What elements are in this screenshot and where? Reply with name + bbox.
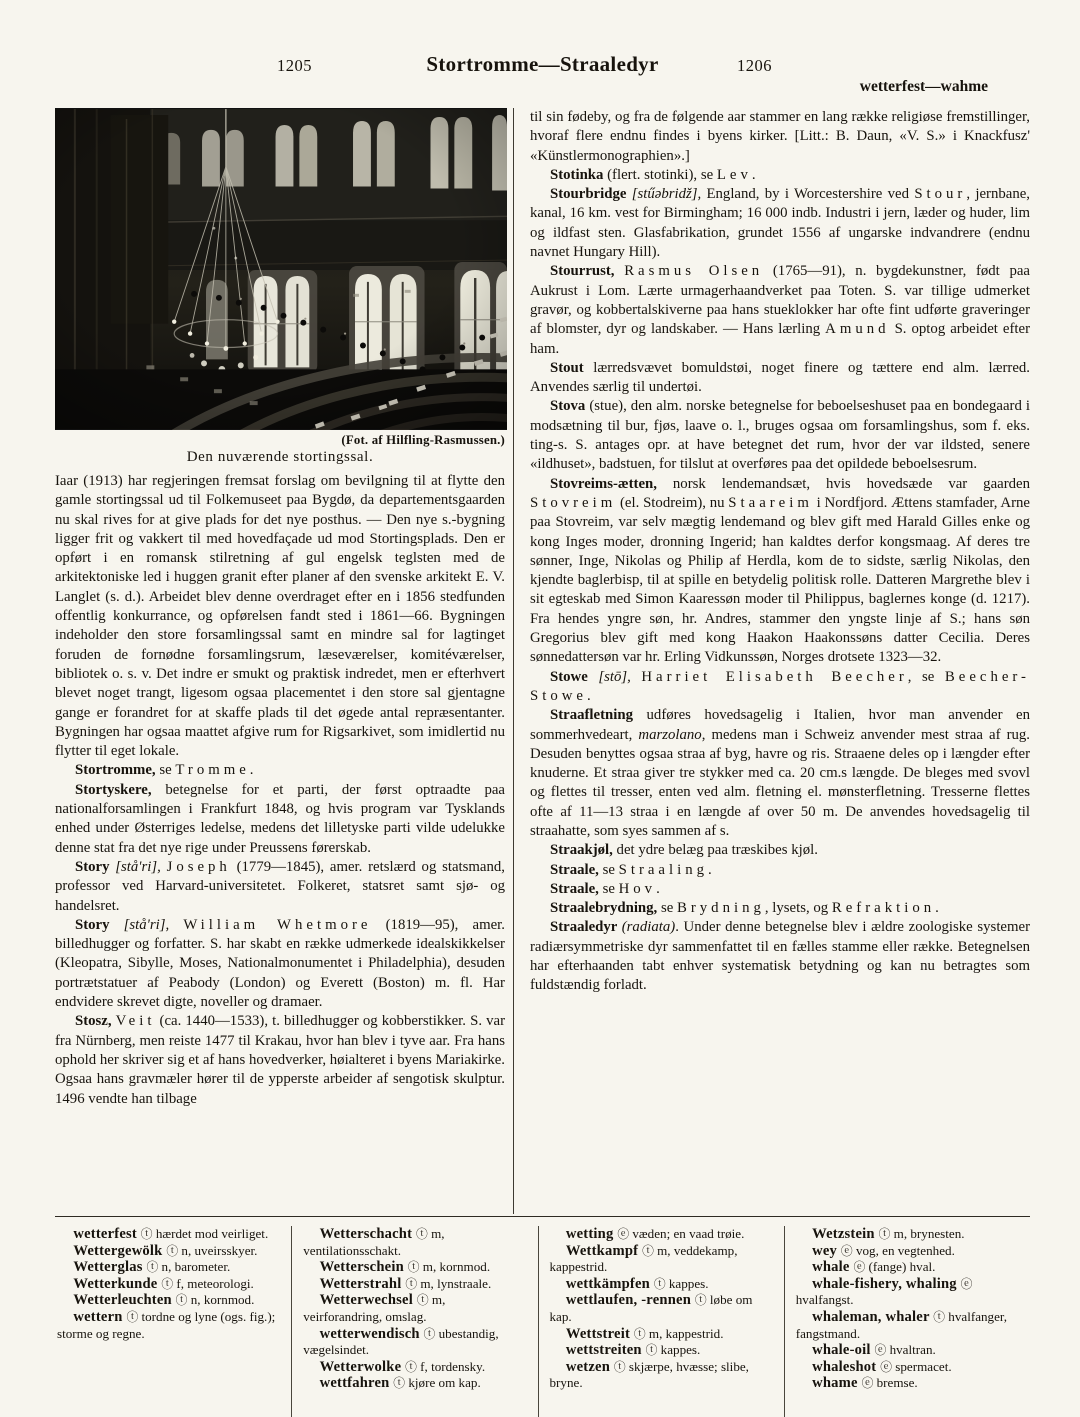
encyclopedia-paragraph: Straafletning udføres hovedsagelig i Italien, hvor man anvender en sommerhvedeart, marzolano, medens man i Schweiz anvender mest straa af rug. Desuden benyttes ogsaa straa af byg, havre og ris. Straaene deles op i længder efter knuderne. Et straa giver tre stykker med ca. 20 cm.s længde. De bleges med svovl og flettes til tresser, enten ved alm. fletning el. mønsterfletning. Tresserne flettes ofte af 11—13 straa i en længde af over 50 m. De anvendes hovedsagelig til straahatte, som syes sammen af s. <box>530 707 1030 839</box>
dict-entry: Wetterwechsel ⓣ m, veirforandring, omslag. <box>303 1292 446 1324</box>
dict-entry: Wetterstrahl ⓣ m, lynstraale. <box>319 1275 492 1292</box>
dict-column-4 <box>784 1226 1030 1417</box>
page-title: Stortromme—Straaledyr <box>426 52 659 76</box>
encyclopedia-paragraph: Stosz, Veit (ca. 1440—1533), t. billedhugger og kobberstikker. S. var fra Nürnberg, men reiste 1477 til Krakau, hvor han blev i tyve aar. Fra hans ophold her skriver sig et af hans hovedverker, høialteret i byens Mariakirke. Ogsaa hans gravmæler hører til de ypperste arbeider af sengotisk skulptur. 1496 vendte han tilbage <box>55 1013 505 1107</box>
left-column-text <box>55 472 505 1109</box>
dict-column-3 <box>538 1226 784 1417</box>
dict-entry: whale-fishery, whaling ⓔ hvalfangst. <box>795 1275 973 1308</box>
page-number-left: 1205 <box>277 56 312 75</box>
dict-entry: whale-oil ⓔ hvaltran. <box>812 1342 936 1359</box>
dictionary-section <box>55 1216 1030 1417</box>
page-number-right: 1206 <box>737 56 772 75</box>
dict-entry: Wetterschein ⓣ m, kornmod. <box>319 1259 491 1276</box>
dict-entry: whale ⓔ (fange) hval. <box>812 1259 936 1276</box>
encyclopedia-paragraph: Stowe [stō], Harriet Elisabeth Beecher, se Beecher-Stowe. <box>530 668 1030 704</box>
dict-entry: wetting ⓔ væden; en vaad trøie. <box>565 1226 745 1242</box>
encyclopedia-paragraph: Stova (stue), den alm. norske betegnelse for beboelseshuset paa en bondegaard i modsætning til bur, fjøs, laave o. l., bruges ogsaa om forsamlingshus, som f. eks. ting-s. S. antages opr. at have betegnet det rum, hvor der var ildsted, senere «ildhuset», badstuen, for tilslut at overføres paa det opildede beboelsesrum. <box>530 398 1030 473</box>
encyclopedia-paragraph: Stout lærredsvævet bomuldstøi, noget finere og tættere end alm. lærred. Anvendes særlig til undertøi. <box>530 359 1030 396</box>
dict-entry: wey ⓔ vog, en vegtenhed. <box>812 1242 955 1259</box>
dict-entry: Wetterleuchten ⓣ n, kornmod. <box>73 1292 255 1309</box>
encyclopedia-paragraph: Straale, se Straaling. <box>549 861 712 878</box>
encyclopedia-paragraph: Stourbridge [stűəbridž], England, by i Worcestershire ved Stour, jernbane, kanal, 16 km. vest for Birmingham; 16 000 indb. Industri i jern, læder og huder, lim og ildfast sten. Glasfabrikation, grundet 1556 af ungarske indvandrere (endnu navnet Hungary Hill). <box>530 186 1030 261</box>
dict-entry: Wetterglas ⓣ n, barometer. <box>73 1259 231 1276</box>
dict-entry: wetterfest ⓣ hærdet mod veirliget. <box>73 1226 269 1242</box>
dict-entry: whame ⓔ bremse. <box>812 1375 918 1392</box>
encyclopedia-paragraph: Stortromme, se Tromme. <box>74 762 254 779</box>
dict-entry: Wettstreit ⓣ m, kappestrid. <box>565 1325 724 1342</box>
right-column <box>513 108 1030 1214</box>
encyclopedia-paragraph: Straalebrydning, se Brydning, lysets, og Refraktion. <box>549 900 939 917</box>
encyclopedia-paragraph: Story [stå'ri], William Whetmore (1819—95), amer. billedhugger og forfatter. S. har skabt en række udmerkede idealskikkelser (Kleopatra, Sibylle, Moses, Nationalmonumentet i Philadelphia), desuden portrætstatuer af Peabody (London) og Everett (Boston) m. fl. Har endvidere skrevet digte, noveller og dramaer. <box>55 916 505 1011</box>
left-column <box>55 108 513 1214</box>
parliament-hall-photo <box>55 108 507 430</box>
photo-caption: Den nuværende stortingssal. <box>186 449 374 465</box>
encyclopedia-paragraph: Straaledyr (radiata). Under denne betegnelse blev i ældre zoologiske systemer radiærsymmetriske dyr sammenfattet til en fælles stamme eller række. Betegnelsen har efterhaanden tabt enhver systematisk betydning og kan nu betragtes som fuldstændig forladt. <box>530 919 1030 994</box>
dict-entry: Wettergewölk ⓣ n, uveirsskyer. <box>73 1242 258 1259</box>
photo-illustration <box>55 108 507 430</box>
dict-column-2 <box>291 1226 537 1417</box>
dict-entry: wettkämpfen ⓣ kappes. <box>565 1275 709 1292</box>
dict-entry: Wetterkunde ⓣ f, meteorologi. <box>73 1275 254 1292</box>
dict-entry: wettfahren ⓣ kjøre om kap. <box>319 1375 481 1392</box>
dict-entry: Wettkampf ⓣ m, veddekamp, kappestrid. <box>549 1242 738 1275</box>
right-column-text <box>530 108 1030 996</box>
dict-entry: wettlaufen, -rennen ⓣ løbe om kap. <box>549 1292 753 1324</box>
dict-entry: Wetzstein ⓣ m, brynesten. <box>812 1226 965 1242</box>
dict-entry: Wetterwolke ⓣ f, tordensky. <box>319 1358 486 1375</box>
dict-entry: whaleshot ⓔ spermacet. <box>812 1358 952 1375</box>
encyclopedia-paragraph: Stotinka (flert. stotinki), se Lev. <box>549 166 756 183</box>
dictionary-range-header: wetterfest—wahme <box>859 78 988 95</box>
main-columns <box>55 108 1030 1214</box>
encyclopedia-paragraph: Straale, se Hov. <box>549 880 660 897</box>
page-header <box>55 50 1030 108</box>
encyclopedia-paragraph: Stourrust, Rasmus Olsen (1765—91), n. bygdekunstner, født paa Aukrust i Lom. Lærte urmagerhaandverket paa Toten. S. var tillige udmerket gravør, og kobbertalskiverne paa hans stueklokker har ofte fint udførte graveringer af blomster, dyr og landskaber. — Hans lærling Amund S. optog arbeidet efter ham. <box>530 263 1030 357</box>
encyclopedia-paragraph: til sin fødeby, og fra de følgende aar stammer en lang række religiøse fremstillinger, hvoraf flere endnu findes i byens kirker. [Litt.: B. Daun, «V. S.» i Knackfusz' «Künstlermonographien».] <box>530 109 1030 164</box>
encyclopedia-paragraph: Stovreims-ætten, norsk lendemandsæt, hvis hovedsæde var gaarden Stovreim (el. Stodreim), nu Staareim i Nordfjord. Ættens stamfader, Arne paa Stovreim, var selv mægtig lendemand og blev gift med Harald Gilles enke og kong Inges moder, dronning Ingerid; han kaldtes derfor kongsmaag. Af deres tre sønner, Inge, Nikolas og Philip af Herdla, kom de to sidste, særlig Nikolas, den kjendte baglerbisp, til at spille en betydelig politisk rolle. Datteren Margrethe blev i sit egteskab med Simon Kaaressøn moder til Philippus, baglernes konge (d. 1217). Fra hendes yngre søn, hr. Andres, stammer den yngste linje af S.; hans søn Gregorius blev gift med kong Haakon Haakonssøns datter Cecilia. Deres sønnedattersøn var hr. Erling Vidkunssøn, Norges drotsete 1323—32. <box>530 475 1030 666</box>
encyclopedia-paragraph: Stortyskere, betegnelse for et parti, der først optraadte paa nationalforsamlingen i Frankfurt 1848, og hvis program var Tysklands enhed under Østerriges ledelse, medens det lilletyske parti vilde udelukke denne stat fra det nye rige under Preussens førerskab. <box>55 781 505 856</box>
dict-entry: whaleman, whaler ⓣ hvalfanger, fangstmand. <box>795 1308 1008 1341</box>
dict-entry: wettstreiten ⓣ kappes. <box>565 1342 701 1359</box>
dict-entry: wetterwendisch ⓣ ubestandig, vægelsindet. <box>303 1325 499 1358</box>
encyclopedia-paragraph: Story [stå'ri], Joseph (1779—1845), amer. retslærd og statsmand, professor ved Harvard-universitetet. Folkeret, statsret samt sjø- og handelsret. <box>55 858 505 914</box>
dict-entry: wetzen ⓣ skjærpe, hvæsse; slibe, bryne. <box>549 1358 749 1391</box>
encyclopedia-paragraph: Iaar (1913) har regjeringen fremsat forslag om bevilgning til at flytte den gamle stortingssal ud til Folkemuseet paa Bygdø, da departementsgaarden nu skal rives for at give plads for det nye posthus. — Den nye s.-bygning ligger frit og vakkert til med hovedfaçade ud mod Stortingsplads. Den er opført i en romansk stilretning af gul engelsk teglsten med de arkitektoniske led i huggen granit efter planer af den svenske arkitekt E. V. Langlet (s. d.). Arbeidet blev denne overdraget efter en i 1856 stedfunden offentlig konkurrance, og opførelsen fandt sted i 1861—66. Bygningen indeholder den store forsamlingssal samt en mindre sal for lagtinget foruden de fornødne forsamlingsrum, læseværelser, komitéværelser, bibliotek o. s. v. Det indre er smukt og praktisk indredet, men er efterhvert blevet noget trangt, ligesom ogsaa placementet i den store sal gjentagne gange er forandret for at skaffe plads til det øgede antal repræsentanter. Bygningen har ogsaa maattet afgive rum for Rigsarkivet, som imidlertid nu flytter til eget lokale. <box>55 473 505 760</box>
encyclopedia-paragraph: Straakjøl, det ydre belæg paa træskibes kjøl. <box>549 842 818 859</box>
dict-column-1 <box>55 1226 291 1417</box>
dict-entry: Wetterschacht ⓣ m, ventilationsschakt. <box>303 1226 445 1258</box>
photo-credit: (Fot. af Hilfling-Rasmussen.) <box>341 433 505 447</box>
dict-entry: wettern ⓣ tordne og lyne (ogs. fig.); storme og regne. <box>57 1308 276 1341</box>
parliament-hall-figure <box>55 108 505 466</box>
